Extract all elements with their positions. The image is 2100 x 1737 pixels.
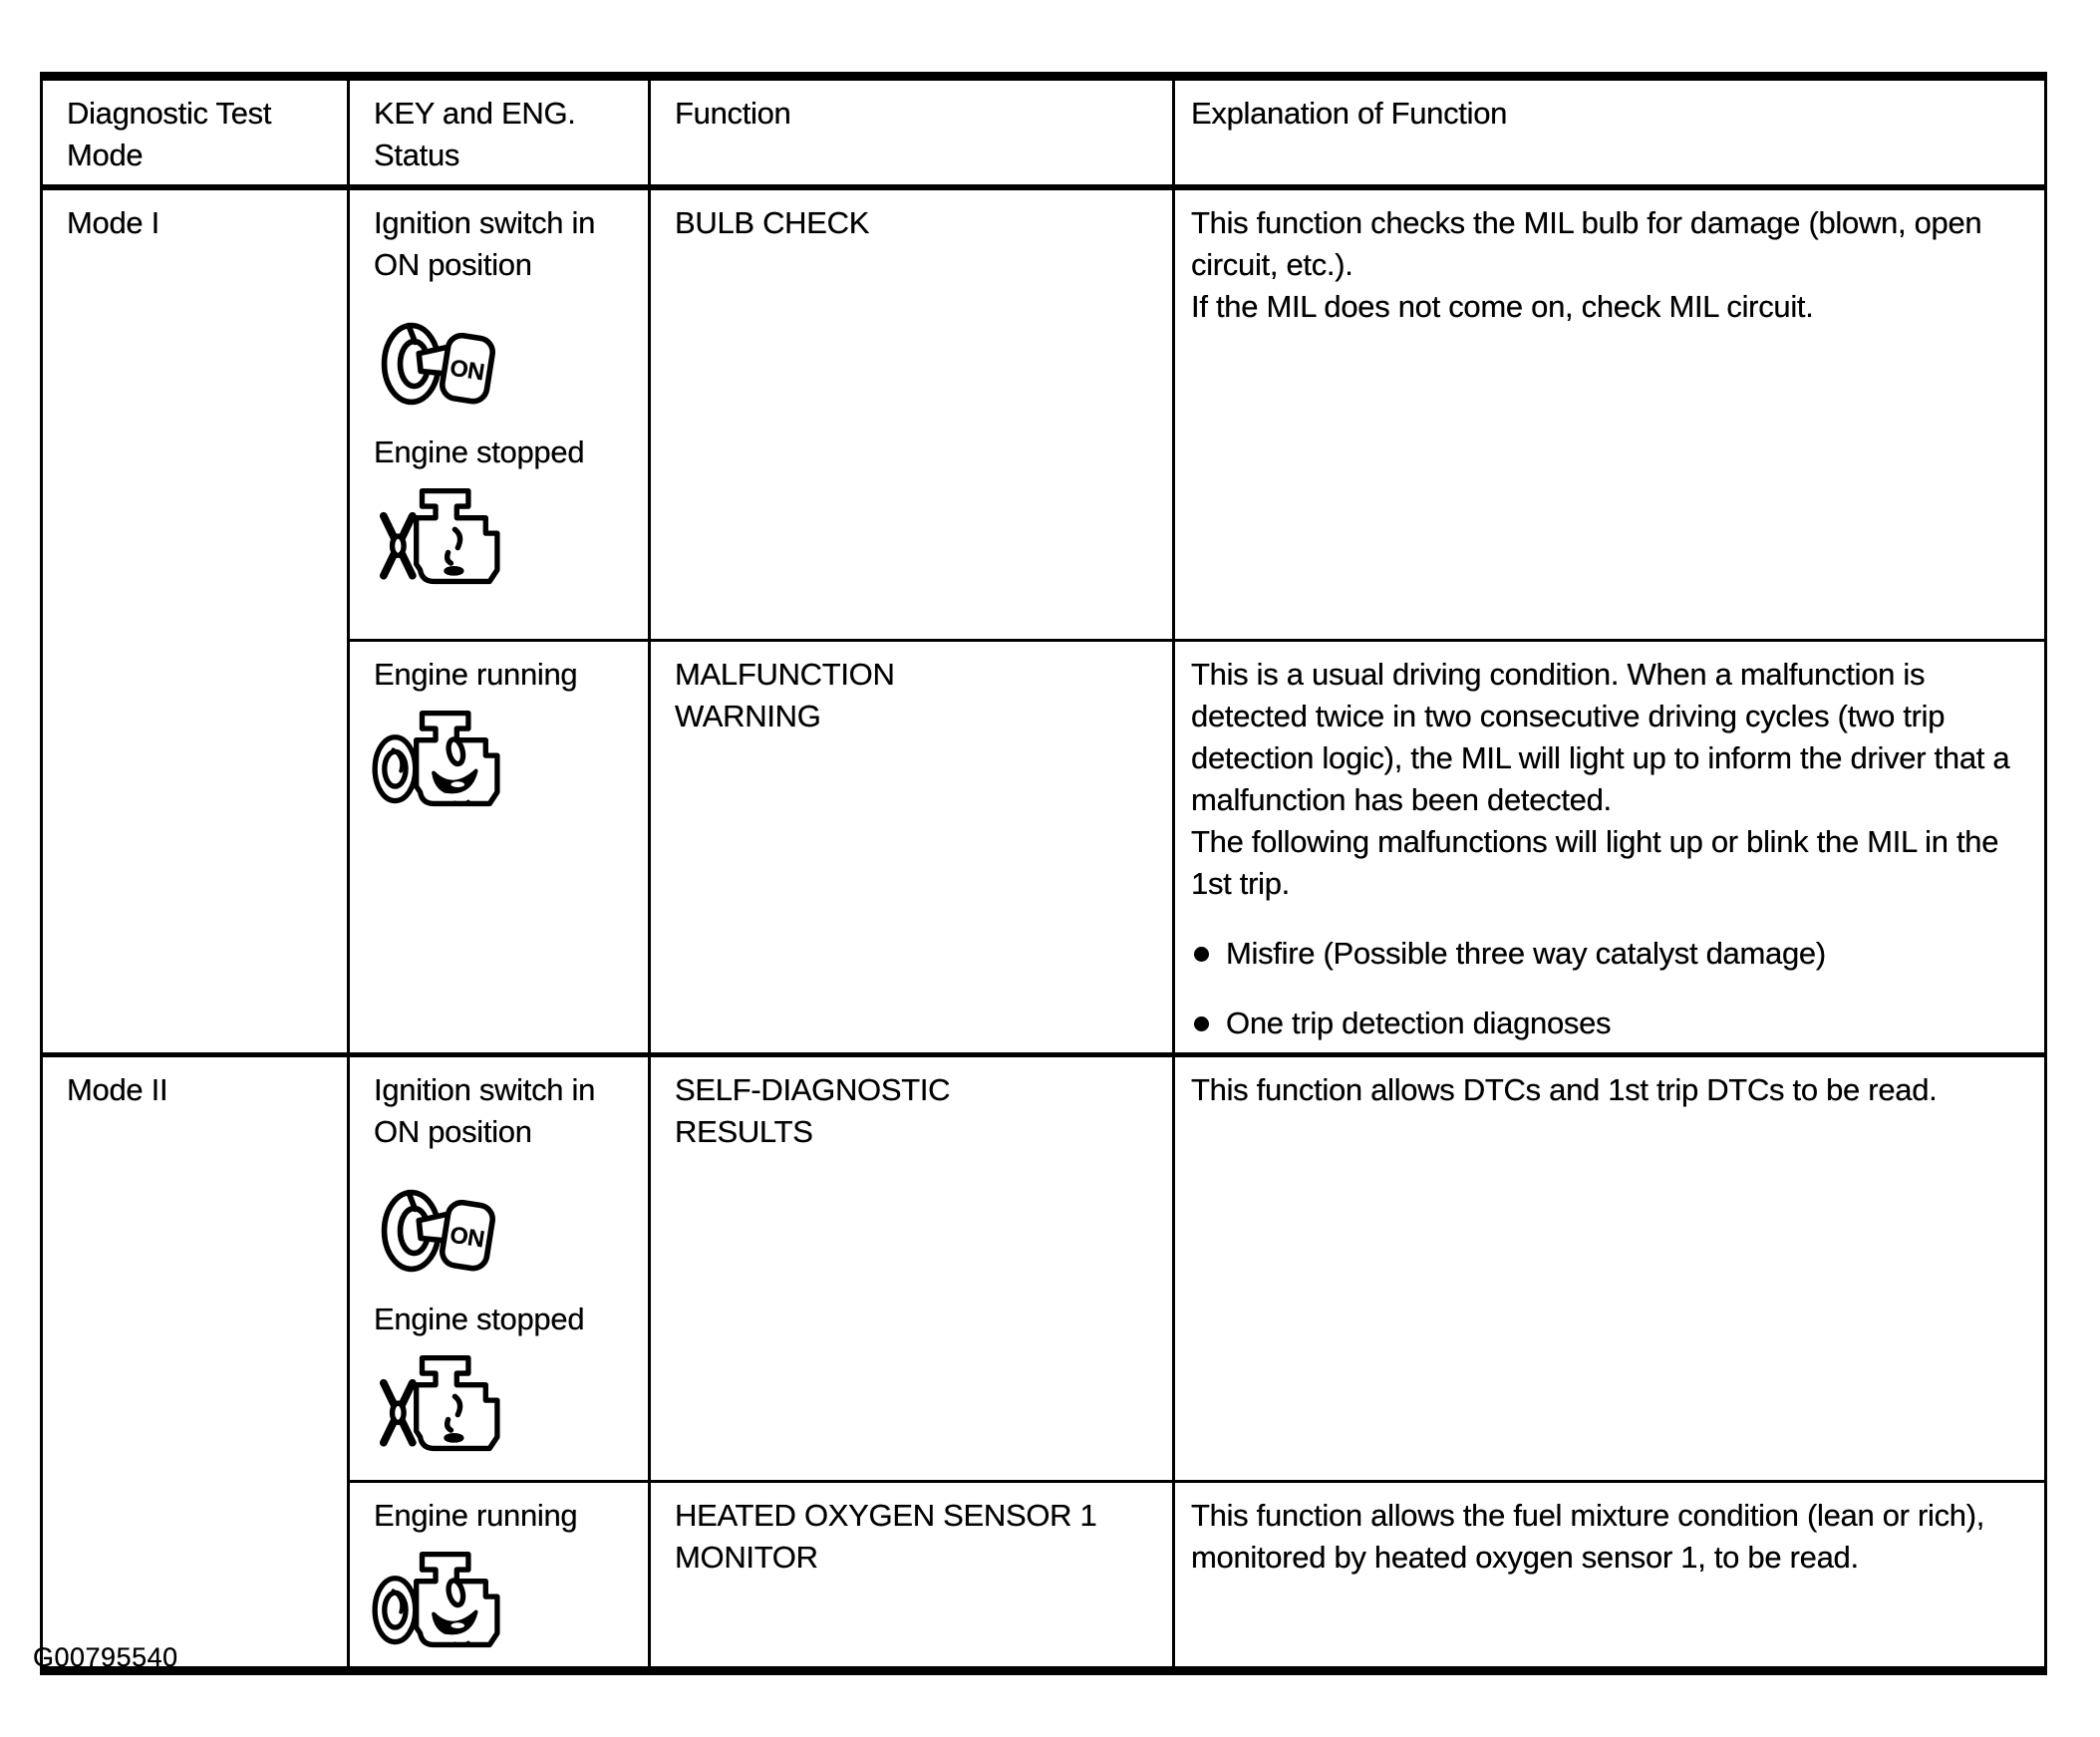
- header-function: Function: [651, 81, 1175, 184]
- ignition-status-line: Ignition switch in: [374, 1072, 596, 1107]
- mode2-row2-function-cell: [651, 1483, 1175, 1666]
- bullet-icon: [1194, 1016, 1209, 1031]
- function-line: RESULTS: [675, 1114, 813, 1149]
- engine-status-label: Engine stopped: [374, 1302, 585, 1336]
- engine-running-icon: [364, 702, 509, 817]
- explanation-paragraph: If the MIL does not come on, check MIL circuit.: [1191, 289, 1814, 324]
- mode2-row-ho2s-monitor: [350, 1480, 2044, 1666]
- ignition-status-line: ON position: [374, 1114, 532, 1149]
- diagnostic-test-mode-table: [40, 72, 2047, 1675]
- mode1-row-bulb-check: [350, 190, 2044, 639]
- mode1-row2-function-cell: [651, 642, 1175, 1052]
- explanation-paragraph: This function checks the MIL bulb for damage (blown, open circuit, etc.).: [1191, 205, 1982, 282]
- mode1-row-malfunction-warning: [350, 639, 2044, 1052]
- mode1-label-cell: Mode I: [43, 190, 350, 1052]
- mode1-row2-status-cell: [350, 642, 651, 1052]
- engine-running-icon: [364, 1543, 509, 1658]
- explanation-paragraph: This function allows DTCs and 1st trip DTCs to be read.: [1191, 1072, 1938, 1107]
- bullet-text: One trip detection diagnoses: [1226, 1006, 1612, 1040]
- figure-id: G00795540: [33, 1642, 178, 1672]
- function-line: WARNING: [675, 699, 821, 733]
- bullet-item: [1191, 933, 2030, 975]
- bullet-text: Misfire (Possible three way catalyst damage): [1226, 936, 1826, 971]
- function-line: HEATED OXYGEN SENSOR 1: [675, 1498, 1097, 1533]
- header-key-and-eng-status: KEY and ENG. Status: [350, 81, 651, 184]
- explanation-paragraph: This function allows the fuel mixture condition (lean or rich), monitored by heated oxygen sensor 1, to be read.: [1191, 1498, 1985, 1575]
- mode2-row2-status-cell: [350, 1483, 651, 1666]
- function-line: BULB CHECK: [675, 205, 870, 240]
- mode1-group: [43, 190, 2044, 1052]
- mode2-row-self-diagnostic: [350, 1057, 2044, 1480]
- function-line: MALFUNCTION: [675, 657, 895, 692]
- ignition-key-on-icon: [376, 1171, 499, 1291]
- mode1-row2-explanation-cell: [1175, 642, 2044, 1052]
- table-header-row: [43, 81, 2044, 190]
- mode2-label-cell: Mode II: [43, 1057, 350, 1666]
- mode1-row1-function-cell: [651, 190, 1175, 639]
- engine-status-label: Engine running: [374, 1498, 578, 1533]
- header-diagnostic-test-mode: Diagnostic Test Mode: [43, 81, 350, 184]
- mode1-row1-status-cell: [350, 190, 651, 639]
- bullet-item: [1191, 1003, 2030, 1044]
- mode1-row1-explanation-cell: [1175, 190, 2044, 639]
- ignition-key-on-icon: [376, 304, 499, 424]
- explanation-paragraph: This is a usual driving condition. When a malfunction is detected twice in two consecutive driving cycles (two trip detection logic), the MIL will light up to inform the driver that a malfunction has been detected.: [1191, 657, 2010, 817]
- engine-status-label: Engine stopped: [374, 434, 585, 469]
- header-explanation-of-function: Explanation of Function: [1191, 96, 1508, 131]
- bullet-icon: [1194, 947, 1209, 962]
- ignition-status-line: ON position: [374, 247, 532, 282]
- mode2-row1-function-cell: [651, 1057, 1175, 1480]
- mode2-row2-explanation-cell: [1175, 1483, 2044, 1666]
- mode2-group: [43, 1052, 2044, 1666]
- ignition-status-line: Ignition switch in: [374, 205, 596, 240]
- engine-status-label: Engine running: [374, 657, 578, 692]
- function-line: MONITOR: [675, 1540, 818, 1575]
- engine-stopped-icon: [364, 1346, 509, 1462]
- mode2-row1-status-cell: [350, 1057, 651, 1480]
- explanation-paragraph: The following malfunctions will light up or blink the MIL in the 1st trip.: [1191, 824, 1999, 901]
- function-line: SELF-DIAGNOSTIC: [675, 1072, 951, 1107]
- engine-stopped-icon: [364, 479, 509, 595]
- mode2-row1-explanation-cell: [1175, 1057, 2044, 1480]
